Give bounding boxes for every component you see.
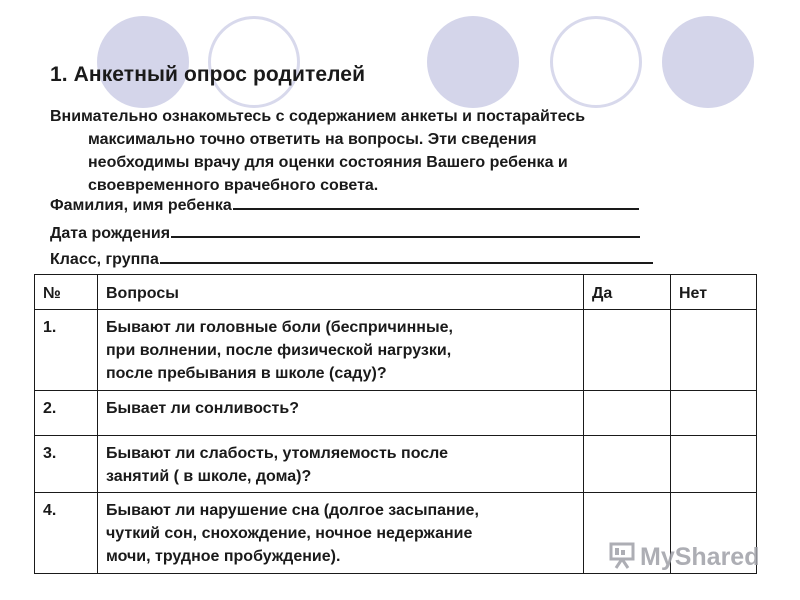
question-line: Бывают ли нарушение сна (долгое засыпание,: [106, 502, 479, 519]
yes-cell[interactable]: [584, 310, 671, 391]
decor-circle-1: [97, 16, 189, 108]
class-group-field: [50, 250, 653, 269]
row-number: 1.: [35, 310, 98, 391]
intro-line: необходимы врачу для оценки состояния Вашего ребенка и: [88, 154, 568, 171]
header-questions: Вопросы: [98, 275, 584, 310]
no-cell[interactable]: [671, 310, 757, 391]
question-line: при волнении, после физической нагрузки,: [106, 342, 452, 359]
question-cell: [98, 493, 584, 574]
question-line: занятий ( в школе, дома)?: [106, 468, 312, 485]
intro-paragraph: [50, 105, 740, 197]
question-line: после пребывания в школе (саду)?: [106, 365, 387, 382]
decor-circle-3: [662, 16, 754, 108]
child-name-field: [50, 196, 639, 215]
decor-circle-2: [427, 16, 519, 108]
row-number: 3.: [35, 436, 98, 493]
class-group-label: Класс, группа: [50, 251, 159, 268]
birth-date-label: Дата рождения: [50, 225, 171, 242]
header-no: Нет: [671, 275, 757, 310]
table-header-row: [35, 275, 757, 310]
no-cell[interactable]: [671, 436, 757, 493]
question-line: Бывают ли слабость, утомляемость после: [106, 445, 449, 462]
question-line: чуткий сон, снохождение, ночное недержание: [106, 525, 473, 542]
header-number: №: [35, 275, 98, 310]
child-name-label: Фамилия, имя ребенка: [50, 197, 232, 214]
row-number: 4.: [35, 493, 98, 574]
header-yes: Да: [584, 275, 671, 310]
question-cell: [98, 391, 584, 436]
page-title: 1. Анкетный опрос родителей: [50, 63, 366, 86]
birth-date-blank-line[interactable]: [171, 224, 640, 238]
table-row: [35, 436, 757, 493]
question-line: Бывают ли головные боли (беспричинные,: [106, 319, 453, 336]
birth-date-field: [50, 224, 640, 243]
yes-cell[interactable]: [584, 436, 671, 493]
no-cell[interactable]: [671, 391, 757, 436]
yes-cell[interactable]: [584, 391, 671, 436]
intro-line: Внимательно ознакомьтесь с содержанием анкеты и постарайтесь: [50, 108, 586, 125]
table-row: [35, 391, 757, 436]
class-group-blank-line[interactable]: [160, 250, 653, 264]
intro-line: максимально точно ответить на вопросы. Эти сведения: [88, 131, 537, 148]
presentation-board-icon: [608, 540, 638, 577]
decor-ring-1: [208, 16, 300, 108]
child-name-blank-line[interactable]: [233, 196, 639, 210]
question-cell: [98, 310, 584, 391]
intro-line: своевременного врачебного совета.: [88, 177, 379, 194]
question-line: Бывает ли сонливость?: [106, 400, 299, 417]
row-number: 2.: [35, 391, 98, 436]
watermark: [608, 540, 759, 577]
question-cell: [98, 436, 584, 493]
decor-ring-2: [550, 16, 642, 108]
survey-table: [34, 274, 760, 574]
watermark-text: MyShared: [640, 543, 760, 572]
table-row: [35, 310, 757, 391]
question-line: мочи, трудное пробуждение).: [106, 548, 341, 565]
